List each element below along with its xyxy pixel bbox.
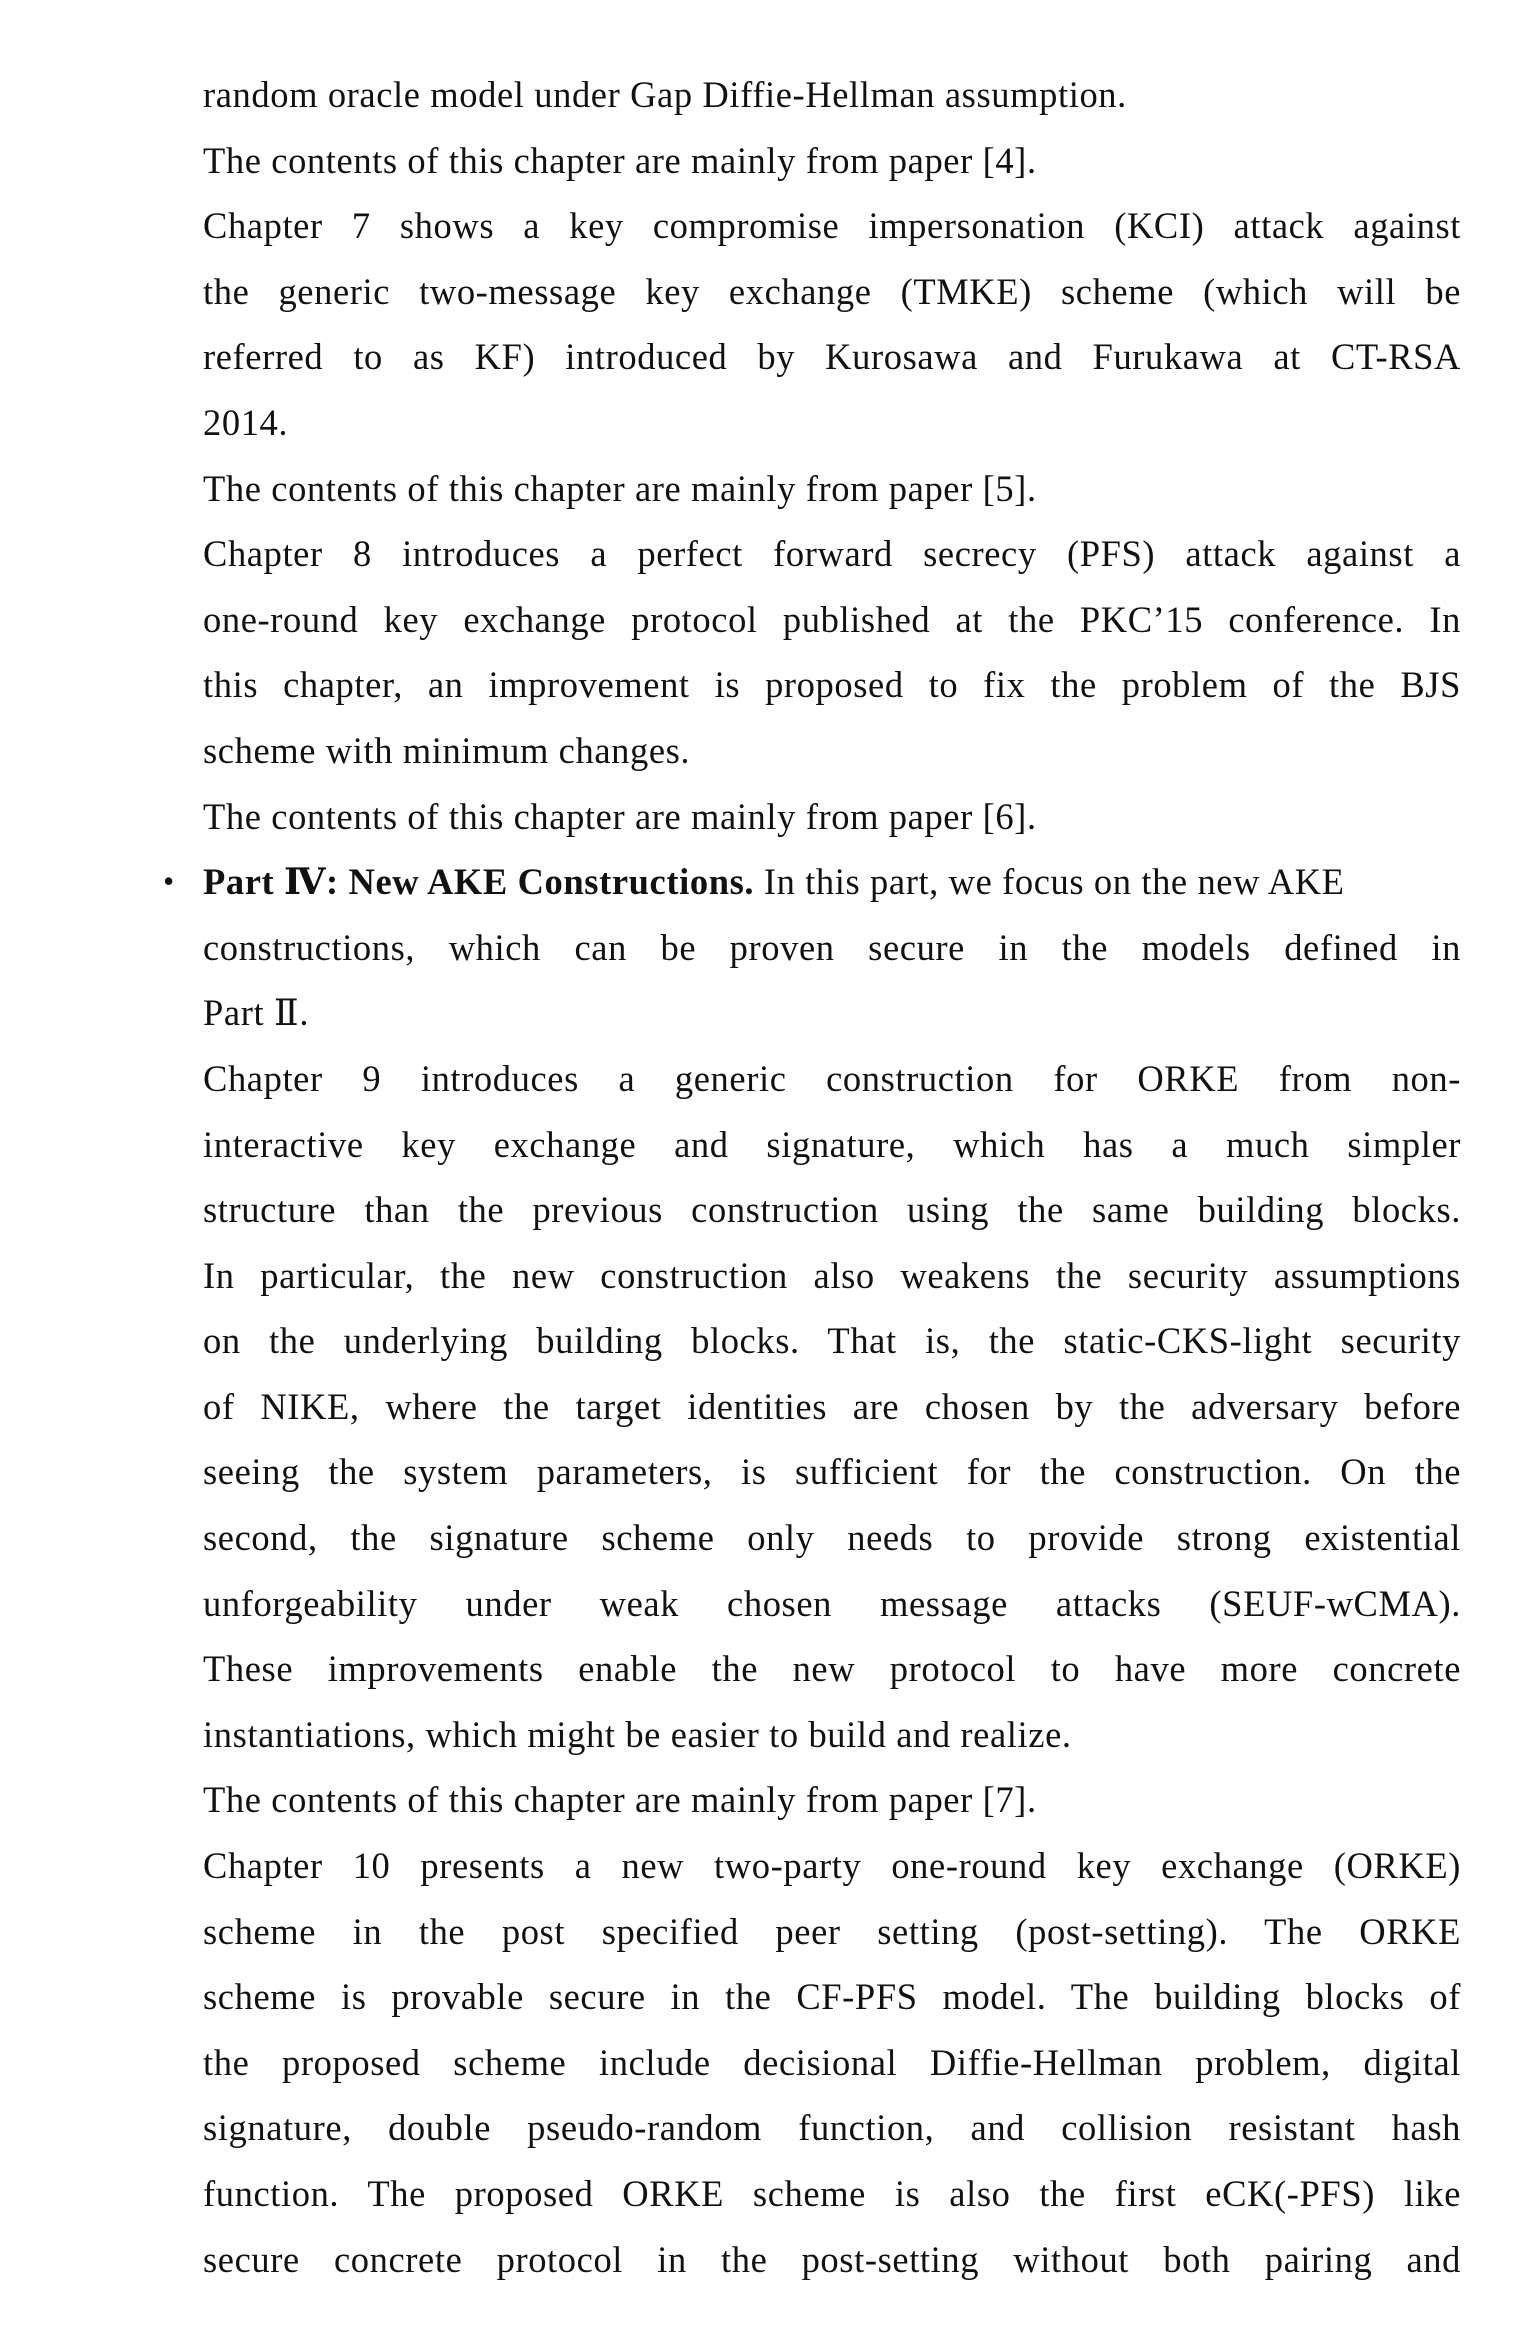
text-line: one-round key exchange protocol published at the PKC’15 conference. In bbox=[203, 598, 1461, 640]
text-line: the generic two-message key exchange (TMKE) scheme (which will be bbox=[203, 270, 1461, 312]
text-line: the proposed scheme include decisional Diffie-Hellman problem, digital bbox=[203, 2041, 1461, 2083]
text-line: scheme with minimum changes. bbox=[203, 729, 691, 771]
text-line: The contents of this chapter are mainly from paper [6]. bbox=[203, 795, 1037, 837]
text-line: constructions, which can be proven secure in the models defined in bbox=[203, 926, 1461, 968]
text-line: Chapter 7 shows a key compromise impersonation (KCI) attack against bbox=[203, 205, 1461, 247]
text-line: unforgeability under weak chosen message attacks (SEUF-wCMA). bbox=[203, 1582, 1461, 1624]
text-line: on the underlying building blocks. That is, the static-CKS-light security bbox=[203, 1320, 1461, 1362]
text-line: of NIKE, where the target identities are chosen by the adversary before bbox=[203, 1385, 1461, 1427]
text-line: The contents of this chapter are mainly from paper [4]. bbox=[203, 139, 1037, 181]
bullet-icon: • bbox=[163, 863, 175, 900]
text-line: scheme is provable secure in the CF-PFS model. The building blocks of bbox=[203, 1976, 1461, 2018]
bullet-bold-label: Part Ⅳ: New AKE Constructions. bbox=[203, 861, 755, 903]
text-line: These improvements enable the new protocol to have more concrete bbox=[203, 1648, 1461, 1690]
text-line: instantiations, which might be easier to build and realize. bbox=[203, 1713, 1072, 1755]
text-line: random oracle model under Gap Diffie-Hellman assumption. bbox=[203, 74, 1127, 115]
text-line: referred to as KF) introduced by Kurosawa and Furukawa at CT-RSA bbox=[203, 336, 1461, 378]
text-line: Chapter 10 presents a new two-party one-round key exchange (ORKE) bbox=[203, 1845, 1461, 1887]
text-line: Chapter 9 introduces a generic construction for ORKE from non- bbox=[203, 1057, 1461, 1099]
text-line: interactive key exchange and signature, which has a much simpler bbox=[203, 1123, 1461, 1165]
text-line: In particular, the new construction also weakens the security assumptions bbox=[203, 1254, 1461, 1296]
text-line: The contents of this chapter are mainly from paper [5]. bbox=[203, 467, 1037, 509]
text-line: Part Ⅱ. bbox=[203, 992, 310, 1034]
text-line: The contents of this chapter are mainly from paper [7]. bbox=[203, 1779, 1037, 1821]
text-line: secure concrete protocol in the post-setting without both pairing and bbox=[203, 2238, 1461, 2280]
text-line: second, the signature scheme only needs to provide strong existential bbox=[203, 1517, 1461, 1559]
text-line: 2014. bbox=[203, 401, 289, 443]
text-line: this chapter, an improvement is proposed to fix the problem of the BJS bbox=[203, 664, 1461, 706]
bullet-item-part-iv bbox=[163, 849, 1461, 915]
text-line: structure than the previous construction using the same building blocks. bbox=[203, 1189, 1461, 1231]
text-line: seeing the system parameters, is sufficient for the construction. On the bbox=[203, 1451, 1461, 1493]
text-line: scheme in the post specified peer setting (post-setting). The ORKE bbox=[203, 1910, 1461, 1952]
bullet-first-line-text: In this part, we focus on the new AKE bbox=[754, 861, 1345, 903]
document-body bbox=[163, 62, 1461, 2292]
text-line: signature, double pseudo-random function, and collision resistant hash bbox=[203, 2107, 1461, 2149]
text-line: function. The proposed ORKE scheme is also the first eCK(-PFS) like bbox=[203, 2173, 1461, 2214]
text-line: Chapter 8 introduces a perfect forward secrecy (PFS) attack against a bbox=[203, 533, 1461, 575]
